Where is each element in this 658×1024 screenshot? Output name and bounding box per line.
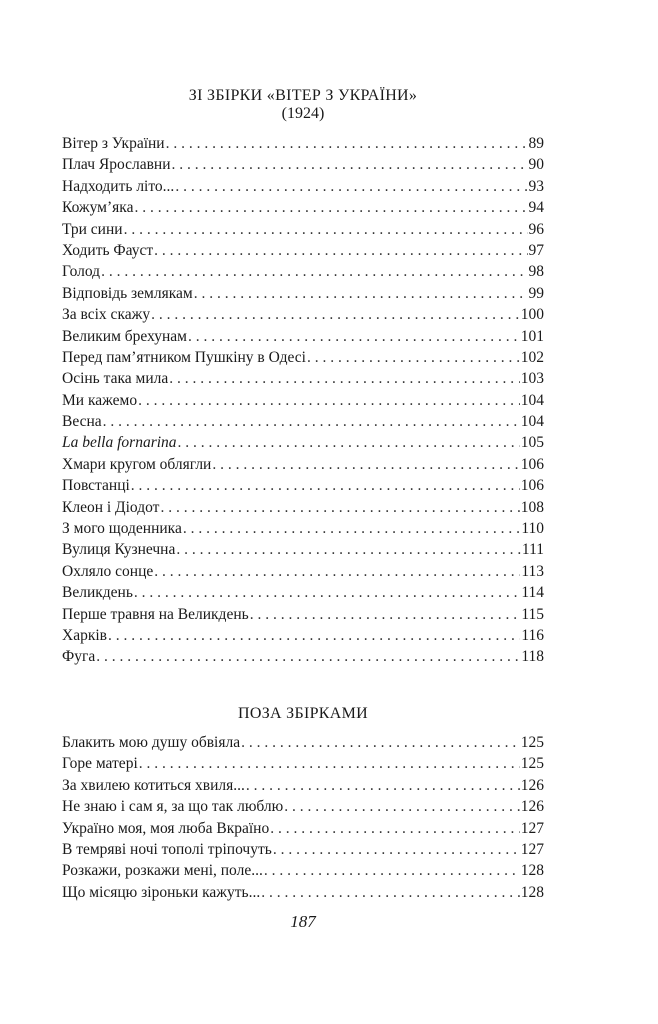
toc-entry xyxy=(62,753,544,774)
toc-entry-title: Охляло сонце xyxy=(62,562,154,580)
toc-entry xyxy=(62,133,544,154)
toc-entry-title: Ми кажемо xyxy=(62,391,138,409)
toc-entry-page: 114 xyxy=(521,584,544,602)
toc-entry-title: Великим брехунам xyxy=(62,327,187,345)
dot-leader xyxy=(160,497,519,518)
toc-list-section2 xyxy=(62,732,544,903)
toc-entry-title: Горе матері xyxy=(62,755,138,773)
toc-entry xyxy=(62,154,544,175)
page-number: 187 xyxy=(290,912,316,931)
dot-leader xyxy=(175,176,527,197)
dot-leader xyxy=(246,775,520,796)
toc-entry xyxy=(62,582,544,603)
toc-list-section1 xyxy=(62,133,544,668)
toc-entry-title: Великдень xyxy=(62,584,133,602)
dot-leader xyxy=(134,197,527,218)
toc-entry xyxy=(62,283,544,304)
toc-entry-title: Ходить Фауст xyxy=(62,241,154,259)
toc-entry-page: 98 xyxy=(528,263,544,281)
toc-entry-page: 106 xyxy=(520,477,544,495)
toc-entry-page: 115 xyxy=(521,605,544,623)
toc-entry-title: Не знаю і сам я, за що так люблю xyxy=(62,798,284,816)
toc-entry-title: Повстанці xyxy=(62,477,130,495)
toc-entry-page: 90 xyxy=(528,156,544,174)
toc-entry-page: 94 xyxy=(528,199,544,217)
dot-leader xyxy=(212,454,519,475)
toc-entry-title: Україно моя, моя люба Вкраїно xyxy=(62,819,270,837)
toc-entry-title: Осінь така мила xyxy=(62,370,169,388)
dot-leader xyxy=(264,860,520,881)
toc-entry-page: 125 xyxy=(520,734,544,751)
toc-entry xyxy=(62,604,544,625)
dot-leader xyxy=(194,283,528,304)
toc-entry-title: В темряві ночі тополі тріпочуть xyxy=(62,840,272,858)
dot-leader xyxy=(270,818,520,839)
toc-entry xyxy=(62,261,544,282)
toc-entry-page: 127 xyxy=(520,819,544,837)
toc-entry xyxy=(62,860,544,881)
toc-entry xyxy=(62,732,544,753)
toc-entry xyxy=(62,818,544,839)
dot-leader xyxy=(138,390,520,411)
dot-leader xyxy=(131,475,520,496)
toc-entry-title: Розкажи, розкажи мені, поле... xyxy=(62,862,263,880)
toc-entry xyxy=(62,539,544,560)
toc-entry-page: 108 xyxy=(520,498,544,516)
toc-entry-title: Надходить літо... xyxy=(62,177,175,195)
toc-entry-title: Голод xyxy=(62,263,101,281)
dot-leader xyxy=(139,753,520,774)
toc-entry-page: 105 xyxy=(520,434,544,452)
toc-entry-title: Блакить мою душу обвіяла xyxy=(62,734,241,751)
toc-entry xyxy=(62,368,544,389)
toc-entry xyxy=(62,411,544,432)
toc-entry-page: 113 xyxy=(521,562,544,580)
dot-leader xyxy=(103,411,520,432)
toc-entry xyxy=(62,561,544,582)
toc-entry xyxy=(62,475,544,496)
dot-leader xyxy=(176,539,521,560)
toc-entry-page: 118 xyxy=(521,648,544,666)
toc-entry-page: 111 xyxy=(521,541,544,559)
dot-leader xyxy=(273,839,520,860)
toc-entry-page: 126 xyxy=(520,776,544,794)
toc-entry xyxy=(62,775,544,796)
section-title: ЗІ ЗБІРКИ «ВІТЕР З УКРАЇНИ» xyxy=(188,87,418,104)
dot-leader xyxy=(183,518,520,539)
toc-entry-title: Харків xyxy=(62,626,107,644)
toc-entry-page: 116 xyxy=(521,626,544,644)
toc-entry-page: 89 xyxy=(528,135,544,152)
toc-entry-page: 96 xyxy=(528,220,544,238)
toc-entry xyxy=(62,240,544,261)
toc-entry-title: Перше травня на Великдень xyxy=(62,605,249,623)
dot-leader xyxy=(154,240,527,261)
toc-entry xyxy=(62,197,544,218)
toc-entry xyxy=(62,304,544,325)
toc-entry-page: 99 xyxy=(528,284,544,302)
toc-entry xyxy=(62,646,544,667)
section-heading-viter xyxy=(62,87,544,123)
toc-entry xyxy=(62,390,544,411)
toc-entry xyxy=(62,432,544,453)
toc-entry-page: 110 xyxy=(521,520,544,538)
dot-leader xyxy=(169,368,520,389)
dot-leader xyxy=(151,304,520,325)
toc-entry-title: Вулиця Кузнечна xyxy=(62,541,176,559)
toc-entry-title: Хмари кругом облягли xyxy=(62,455,212,473)
section-year: (1924) xyxy=(281,105,325,122)
dot-leader xyxy=(241,732,520,753)
toc-entry-page: 104 xyxy=(520,391,544,409)
toc-entry-title: Клеон і Діодот xyxy=(62,498,160,516)
toc-entry-title: Кожум’яка xyxy=(62,199,134,217)
section-heading-poza xyxy=(62,705,544,723)
section-title: ПОЗА ЗБІРКАМИ xyxy=(237,705,369,722)
toc-entry-title: Три сини xyxy=(62,220,123,238)
toc-entry-title: Що місяцю зіроньки кажуть... xyxy=(62,883,261,901)
toc-entry-page: 128 xyxy=(520,862,544,880)
dot-leader xyxy=(124,219,528,240)
toc-entry-title: За хвилею котиться хвиля... xyxy=(62,776,245,794)
toc-entry xyxy=(62,839,544,860)
toc-entry-title: Весна xyxy=(62,413,102,431)
toc-entry xyxy=(62,625,544,646)
toc-entry-page: 104 xyxy=(520,413,544,431)
dot-leader xyxy=(284,796,520,817)
toc-entry-page: 127 xyxy=(520,840,544,858)
toc-entry-title: Вітер з України xyxy=(62,135,165,152)
toc-entry-page: 101 xyxy=(520,327,544,345)
toc-entry-title: З мого щоденника xyxy=(62,520,182,538)
toc-entry-page: 126 xyxy=(520,798,544,816)
dot-leader xyxy=(154,561,520,582)
dot-leader xyxy=(188,326,520,347)
toc-entry xyxy=(62,219,544,240)
toc-entry xyxy=(62,497,544,518)
toc-entry-page: 103 xyxy=(520,370,544,388)
toc-entry-page: 125 xyxy=(520,755,544,773)
toc-entry-page: 102 xyxy=(520,348,544,366)
dot-leader xyxy=(108,625,520,646)
toc-entry xyxy=(62,518,544,539)
dot-leader xyxy=(172,154,528,175)
dot-leader xyxy=(134,582,520,603)
dot-leader xyxy=(96,646,520,667)
dot-leader xyxy=(261,882,520,903)
toc-entry xyxy=(62,347,544,368)
dot-leader xyxy=(307,347,520,368)
dot-leader xyxy=(166,133,528,154)
toc-entry-page: 128 xyxy=(520,883,544,901)
toc-entry xyxy=(62,796,544,817)
toc-entry xyxy=(62,454,544,475)
toc-entry-page: 106 xyxy=(520,455,544,473)
dot-leader xyxy=(250,604,521,625)
toc-entry-title: Відповідь землякам xyxy=(62,284,193,302)
dot-leader xyxy=(178,432,520,453)
toc-entry-page: 97 xyxy=(528,241,544,259)
toc-entry-title: Плач Ярославни xyxy=(62,156,171,174)
toc-entry-page: 93 xyxy=(528,177,544,195)
toc-entry-title: За всіх скажу xyxy=(62,306,151,324)
toc-entry xyxy=(62,326,544,347)
toc-entry xyxy=(62,176,544,197)
toc-entry xyxy=(62,882,544,903)
toc-entry-title: Фуга xyxy=(62,648,96,666)
toc-entry-title: La bella fornarina xyxy=(62,434,177,452)
dot-leader xyxy=(101,261,527,282)
toc-entry-title: Перед пам’ятником Пушкіну в Одесі xyxy=(62,348,306,366)
toc-entry-page: 100 xyxy=(520,306,544,324)
